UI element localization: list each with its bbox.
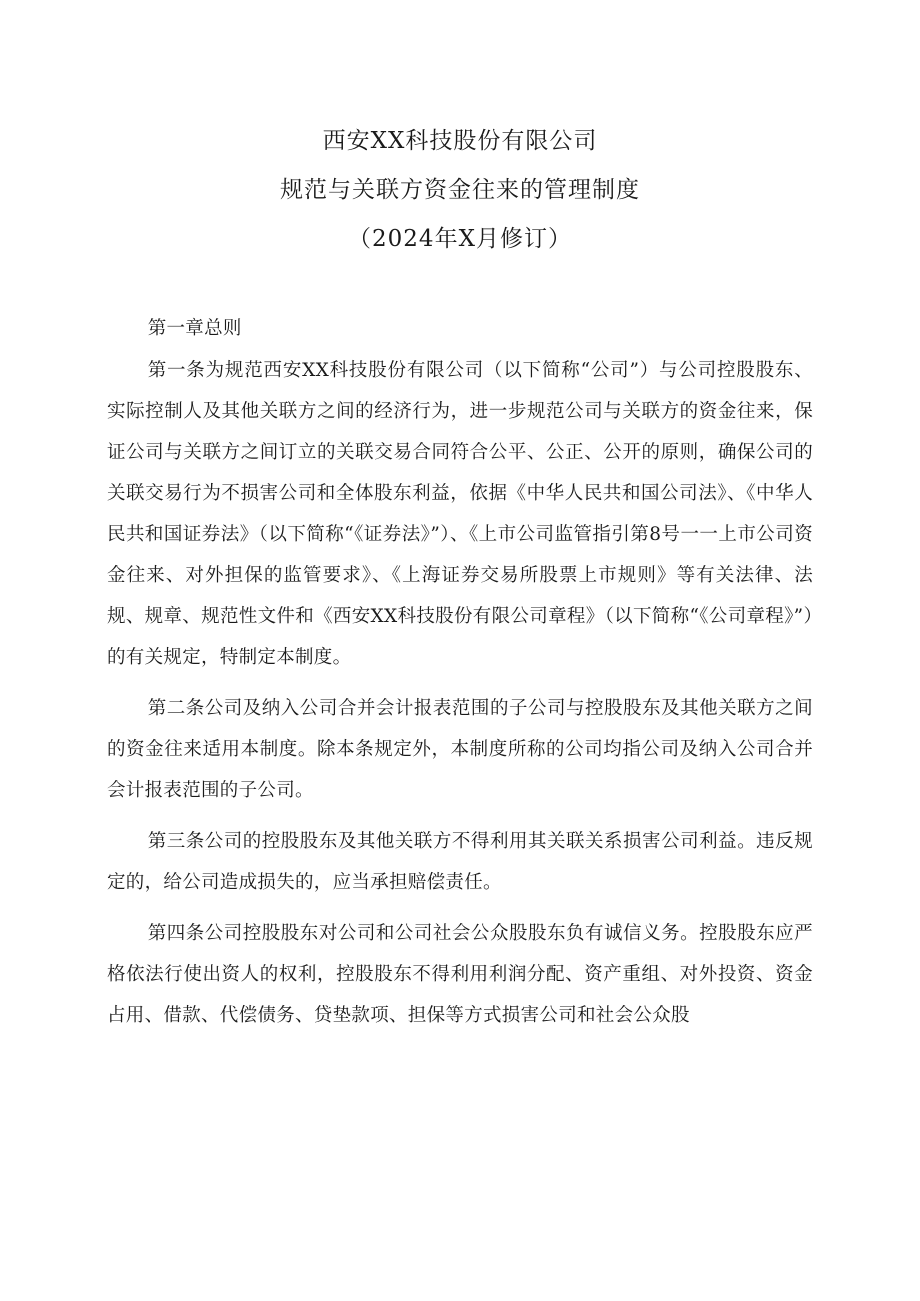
company-title: 西安XX科技股份有限公司 — [322, 128, 598, 154]
document-title: 规范与关联方资金往来的管理制度 — [280, 177, 640, 203]
article-1: 第一条为规范西安XX科技股份有限公司（以下简称“公司”）与公司控股股东、实际控制人及其他关联方之间的经济行为，进一步规范公司与关联方的资金往来，保证公司与关联方之间订立的关联交易合同符合公平、公正、公开的原则，确保公司的关联交易行为不损害公司和全体股东利益，依据《中华人民共和国公司法》、《中华人民共和国证券法》（以下简称“《证券法》”）、《上市公司监管指引第8号一一上市公司资金往来、对外担保的监管要求》、《上海证券交易所股票上市规则》等有关法律、法规、规章、规范性文件和《西安XX科技股份有限公司章程》（以下简称“《公司章程》”）的有关规定，特制定本制度。 — [107, 360, 813, 668]
article-3: 第三条公司的控股股东及其他关联方不得利用其关联关系损害公司利益。违反规定的，给公司造成损失的，应当承担赔偿责任。 — [107, 831, 813, 893]
title-block — [0, 117, 920, 264]
revision-note: （2024年X月修订） — [348, 226, 572, 252]
article-2: 第二条公司及纳入公司合并会计报表范围的子公司与控股股东及其他关联方之间的资金往来适用本制度。除本条规定外，本制度所称的公司均指公司及纳入公司合并会计报表范围的子公司。 — [107, 698, 813, 801]
chapter-heading: 第一章总则 — [147, 318, 242, 339]
article-4: 第四条公司控股股东对公司和公司社会公众股股东负有诚信义务。控股股东应严格依法行使出资人的权利，控股股东不得利用利润分配、资产重组、对外投资、资金占用、借款、代偿债务、贷垫款项、担保等方式损害公司和社会公众股 — [107, 923, 813, 1026]
document-body — [107, 308, 813, 1046]
